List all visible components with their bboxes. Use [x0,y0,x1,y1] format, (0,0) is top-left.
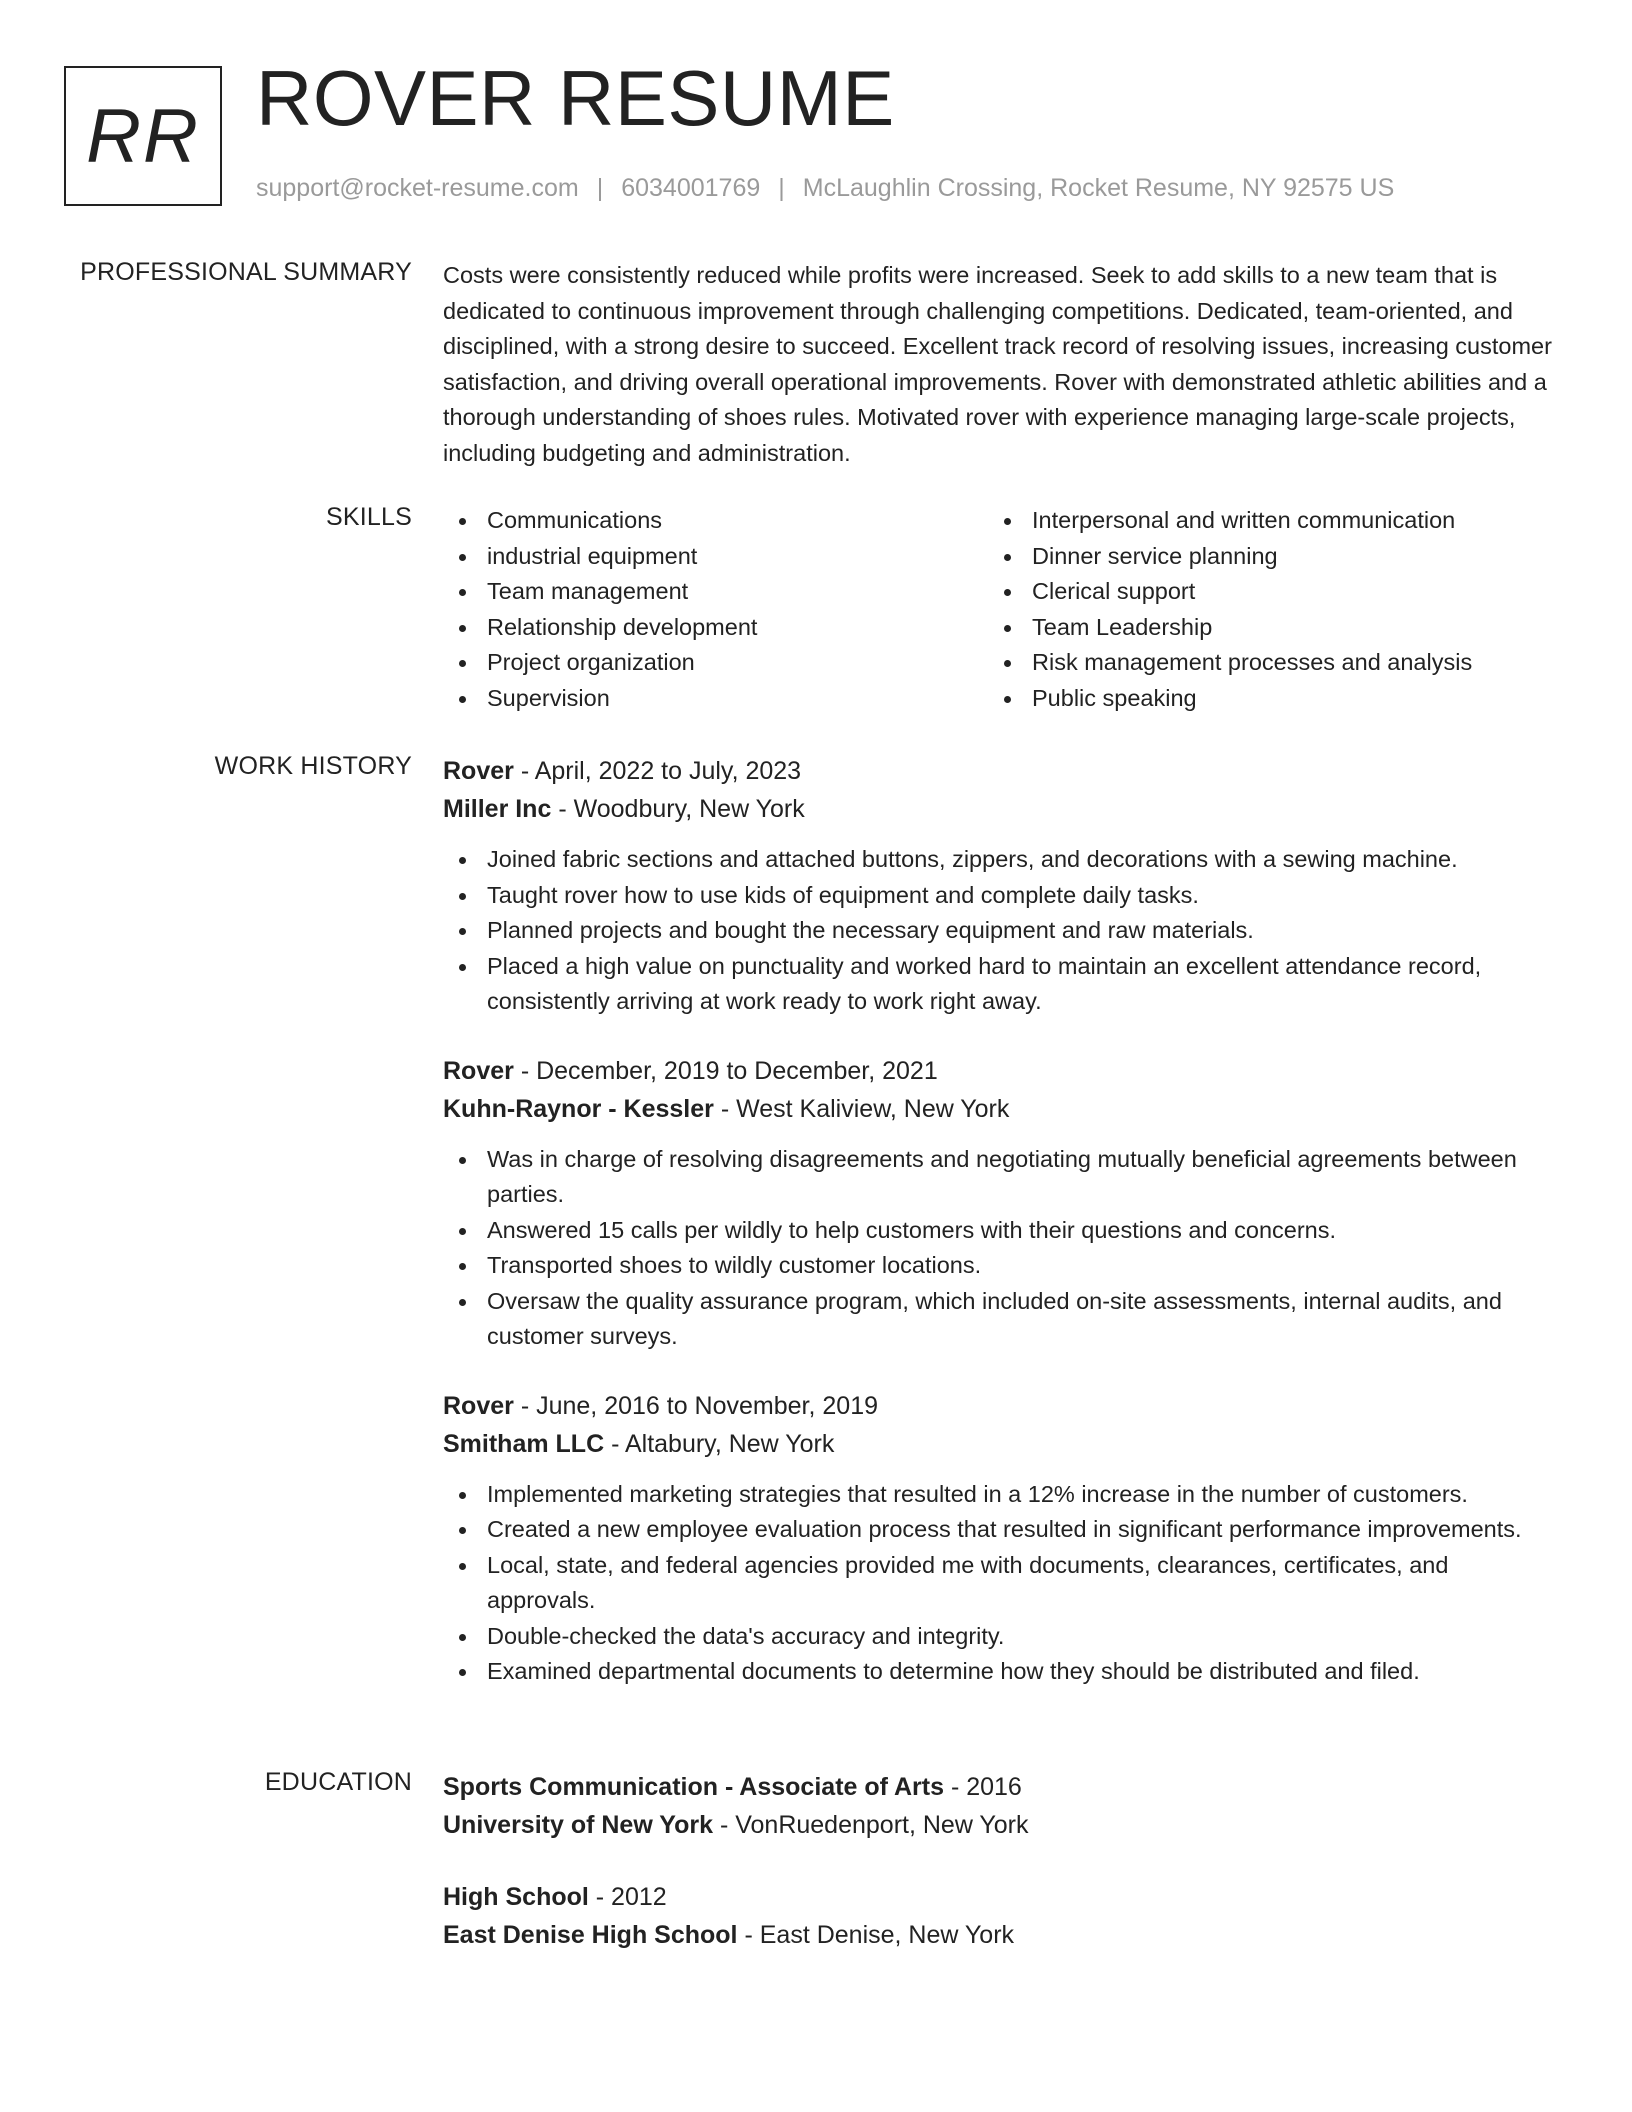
skill-item: Supervision [443,681,988,717]
summary-text: Costs were consistently reduced while profits were increased. Seek to add skills to a new team that is dedicated to continuous improvement through challenging competitions. Dedicated, team-oriented, and disciplined, with a strong desire to succeed. Excellent track record of resolving issues, increasing customer satisfaction, and driving overall operational improvements. Rover with demonstrated athletic abilities and a thorough understanding of shoes rules. Motivated rover with experience managing large-scale projects, including budgeting and administration. [443,262,1552,466]
job-bullets [443,842,1555,1020]
job-bullet: Examined departmental documents to determine how they should be distributed and filed. [443,1654,1555,1690]
education-body [443,1768,1555,1988]
dash: - [944,1773,967,1801]
education-location: VonRuedenport, New York [735,1811,1029,1839]
job-company-line [443,1425,1555,1463]
job-location: West Kaliview, New York [736,1094,1010,1123]
education-degree-line [443,1878,1555,1916]
contact-email: support@rocket-resume.com [256,174,579,202]
skills-body [443,503,1555,716]
job-company: Smitham LLC [443,1429,605,1458]
section-label-summary: PROFESSIONAL SUMMARY [80,258,412,286]
education-entry [443,1768,1555,1844]
job-dates: April, 2022 to July, 2023 [534,757,802,785]
job-title: Rover [443,1391,514,1420]
section-label-education: EDUCATION [264,1768,412,1796]
job-bullet: Planned projects and bought the necessary equipment and raw materials. [443,913,1555,949]
job-bullet: Created a new employee evaluation process that resulted in significant performance improvements. [443,1512,1555,1548]
section-label-skills: SKILLS [326,503,412,531]
contact-phone: 6034001769 [621,174,761,202]
dash: - [513,757,535,785]
skill-item: Interpersonal and written communication [988,503,1533,539]
job-entry [443,752,1555,1020]
skill-item: Team management [443,574,988,610]
skill-item: Communications [443,503,988,539]
job-bullet: Oversaw the quality assurance program, which included on-site assessments, internal audits, and customer surveys. [443,1284,1555,1355]
candidate-name: ROVER RESUME [256,54,895,142]
education-year: 2016 [966,1773,1022,1801]
job-bullet: Implemented marketing strategies that resulted in a 12% increase in the number of customers. [443,1477,1555,1513]
skill-item: Risk management processes and analysis [988,645,1533,681]
job-bullet: Local, state, and federal agencies provided me with documents, clearances, certificates, and approvals. [443,1548,1555,1619]
dash: - [604,1429,625,1458]
education-school: East Denise High School [443,1921,738,1949]
job-entry [443,1052,1555,1355]
contact-address: McLaughlin Crossing, Rocket Resume, NY 92575 US [802,174,1395,202]
dash: - [513,1056,537,1085]
education-school-line [443,1916,1555,1954]
education-location: East Denise, New York [759,1921,1015,1949]
monogram: RR [64,66,222,206]
skills-list-left [443,503,988,716]
job-company: Kuhn-Raynor - Kessler [443,1094,714,1123]
summary-body [443,258,1555,471]
job-bullet: Placed a high value on punctuality and worked hard to maintain an excellent attendance record, consistently arriving at work ready to work right away. [443,949,1555,1020]
job-title: Rover [443,757,514,785]
skill-item: Project organization [443,645,988,681]
job-bullet: Answered 15 calls per wildly to help customers with their questions and concerns. [443,1213,1555,1249]
job-location: Woodbury, New York [573,795,805,823]
section-label-work-history: WORK HISTORY [214,752,412,780]
contact-separator: | [596,174,604,202]
job-bullets [443,1477,1555,1690]
job-bullet: Taught rover how to use kids of equipment and complete daily tasks. [443,878,1555,914]
dash: - [713,1094,737,1123]
skill-item: Team Leadership [988,610,1533,646]
dash: - [713,1811,736,1839]
job-title-line [443,752,1555,790]
dash: - [551,795,574,823]
education-degree: High School [443,1883,589,1911]
skill-item: Dinner service planning [988,539,1533,575]
education-year: 2012 [611,1883,667,1911]
skill-item: Relationship development [443,610,988,646]
job-bullet: Joined fabric sections and attached buttons, zippers, and decorations with a sewing machine. [443,842,1555,878]
job-bullet: Double-checked the data's accuracy and integrity. [443,1619,1555,1655]
job-bullet: Was in charge of resolving disagreements and negotiating mutually beneficial agreements between parties. [443,1142,1555,1213]
skills-columns [443,503,1555,716]
contact-line [256,174,1394,203]
job-company-line [443,790,1555,828]
job-entry [443,1387,1555,1690]
work-history-body [443,752,1555,1722]
education-degree-line [443,1768,1555,1806]
job-company: Miller Inc [443,795,552,823]
contact-separator: | [778,174,785,202]
skills-list-right [988,503,1533,716]
job-dates: December, 2019 to December, 2021 [536,1056,938,1085]
education-school-line [443,1806,1555,1844]
dash: - [513,1391,537,1420]
job-location: Altabury, New York [624,1429,835,1458]
job-title-line [443,1052,1555,1090]
job-bullets [443,1142,1555,1355]
job-dates: June, 2016 to November, 2019 [536,1391,879,1420]
dash: - [588,1883,612,1911]
education-degree: Sports Communication - Associate of Arts [443,1773,944,1801]
job-bullet: Transported shoes to wildly customer locations. [443,1248,1555,1284]
education-school: University of New York [443,1811,713,1839]
skill-item: Clerical support [988,574,1533,610]
job-company-line [443,1090,1555,1128]
dash: - [737,1921,760,1949]
skill-item: industrial equipment [443,539,988,575]
skill-item: Public speaking [988,681,1533,717]
job-title-line [443,1387,1555,1425]
education-entry [443,1878,1555,1954]
job-title: Rover [443,1056,514,1085]
